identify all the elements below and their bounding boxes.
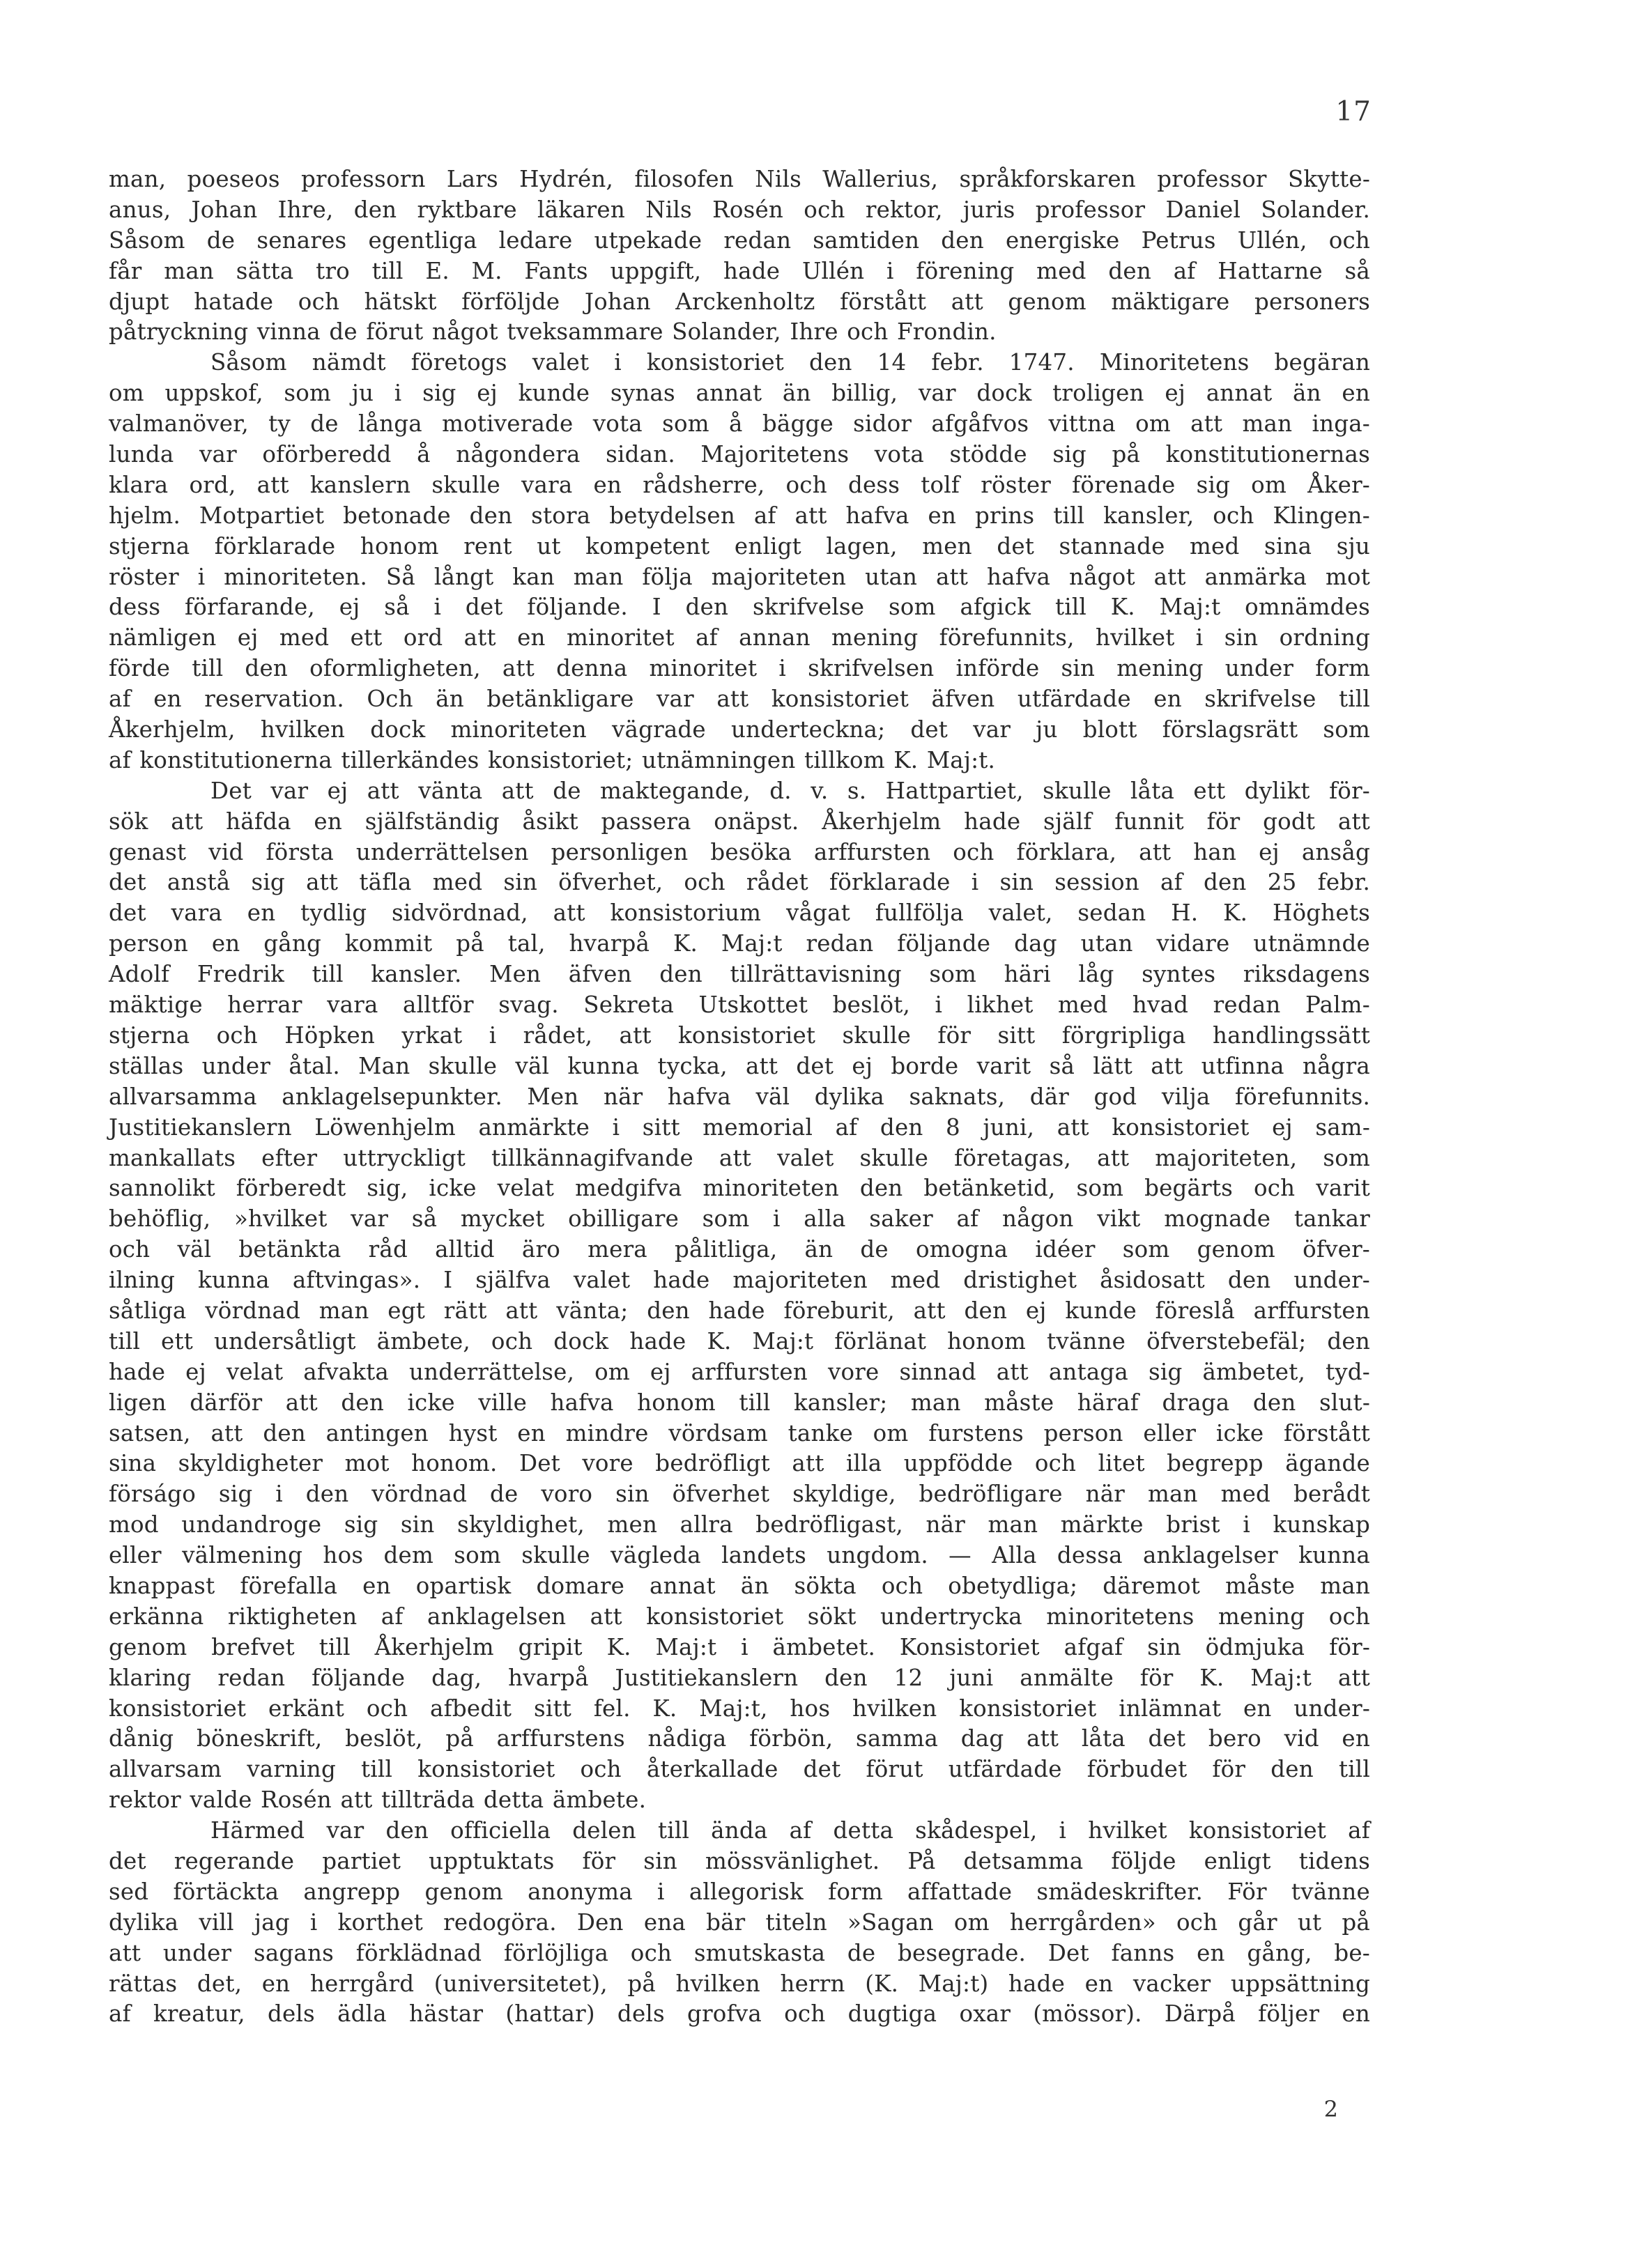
text-line: allvarsamma anklagelsepunkter. Men när hafva väl dylika saknats, där god vilja förefunnits. — [109, 1083, 1370, 1110]
text-line: valmanöver, ty de långa motiverade vota som å bägge sidor afgåfvos vittna om att man inga- — [109, 410, 1370, 438]
text-line: Det var ej att vänta att de maktegande, d. v. s. Hattpartiet, skulle låta ett dylikt för- — [210, 777, 1370, 804]
text-line: dess förfarande, ej så i det följande. I den skrifvelse som afgick till K. Maj:t omnämdes — [109, 594, 1370, 621]
text-line: af en reservation. Och än betänkligare var att konsistoriet äfven utfärdade en skrifvelse till — [109, 686, 1370, 713]
text-line: dånig böneskrift, beslöt, på arffurstens nådiga förbön, samma dag att låta det bero vid en — [109, 1725, 1370, 1752]
text-line: person en gång kommit på tal, hvarpå K. Maj:t redan följande dag utan vidare utnämnde — [109, 930, 1370, 957]
text-line: konsistoriet erkänt och afbedit sitt fel. K. Maj:t, hos hvilken konsistoriet inlämnat en under- — [109, 1695, 1370, 1722]
text-line: hade ej velat afvakta underrättelse, om ej arffursten vore sinnad att antaga sig ämbetet, tyd- — [109, 1358, 1370, 1385]
text-line: af kreatur, dels ädla hästar (hattar) dels grofva och dugtiga oxar (mössor). Därpå följer en — [109, 2000, 1370, 2028]
text-line: mäktige herrar vara alltför svag. Sekreta Utskottet beslöt, i likhet med hvad redan Palm- — [109, 992, 1370, 1019]
text-line: rektor valde Rosén att tillträda detta ämbete. — [109, 1787, 647, 1814]
text-line: rättas det, en herrgård (universitetet), på hvilken herrn (K. Maj:t) hade en vacker uppsättning — [109, 1970, 1370, 1997]
text-line: Såsom nämdt företogs valet i konsistoriet den 14 febr. 1747. Minoritetens begäran — [210, 349, 1370, 376]
text-line: klaring redan följande dag, hvarpå Justitiekanslern den 12 juni anmälte för K. Maj:t att — [109, 1664, 1370, 1691]
text-line: ligen därför att den icke ville hafva honom till kansler; man måste häraf draga den slut- — [109, 1389, 1370, 1416]
text-line: om uppskof, som ju i sig ej kunde synas annat än billig, var dock troligen ej annat än en — [109, 380, 1370, 407]
text-line: Justitiekanslern Löwenhjelm anmärkte i sitt memorial af den 8 juni, att konsistoriet ej sam- — [109, 1113, 1370, 1141]
text-line: sina skyldigheter mot honom. Det vore bedröfligt att illa uppfödde och litet begrepp ägande — [109, 1450, 1370, 1477]
text-line: det regerande partiet upptuktats för sin mössvänlighet. På detsamma följde enligt tidens — [109, 1847, 1370, 1874]
text-line: lunda var oförberedd å någondera sidan. Majoritetens vota stödde sig på konstitutionernas — [109, 441, 1370, 468]
text-line: mankallats efter uttryckligt tillkännagifvande att valet skulle företagas, att majoriteten, som — [109, 1144, 1370, 1171]
text-line: förde till den oformligheten, att denna minoritet i skrifvelsen införde sin mening under form — [109, 655, 1370, 682]
text-line: allvarsam varning till konsistoriet och återkallade det förut utfärdade förbudet för den till — [109, 1756, 1370, 1783]
text-line: sök att häfda en själfständig åsikt passera onäpst. Åkerhjelm hade själf funnit för godt att — [109, 808, 1370, 835]
text-line: Härmed var den officiella delen till ända af detta skådespel, i hvilket konsistoriet af — [210, 1817, 1370, 1844]
text-line: förságo sig i den vördnad de voro sin öfverhet skyldige, bedröfligare när man med berådt — [109, 1481, 1370, 1508]
text-line: behöflig, »hvilket var så mycket obilligare som i alla saker af någon vikt mognade tankar — [109, 1205, 1370, 1233]
text-line: dylika vill jag i korthet redogöra. Den ena bär titeln »Sagan om herrgården» och går ut på — [109, 1908, 1370, 1936]
text-line: nämligen ej med ett ord att en minoritet af annan mening förefunnits, hvilket i sin ordning — [109, 624, 1370, 651]
text-line: man, poeseos professorn Lars Hydrén, filosofen Nils Wallerius, språkforskaren professor Skytte- — [109, 166, 1370, 192]
text-line: knappast förefalla en opartisk domare annat än sökta och obetydliga; däremot måste man — [109, 1572, 1370, 1599]
text-line: röster i minoriteten. Så långt kan man följa majoriteten utan att hafva något att anmärka mot — [109, 563, 1370, 590]
text-line: såtliga vördnad man egt rätt att vänta; den hade föreburit, att den ej kunde föreslå arffursten — [109, 1297, 1370, 1324]
text-line: och väl betänkta råd alltid äro mera pålitliga, än de omogna idéer som genom öfver- — [109, 1236, 1370, 1263]
text-line: att under sagans förklädnad förlöjliga och smutskasta de besegrade. Det fanns en gång, be- — [109, 1939, 1370, 1966]
body-text — [109, 164, 1370, 2030]
text-line: eller välmening hos dem som skulle vägleda landets ungdom. — Alla dessa anklagelser kunna — [109, 1542, 1370, 1569]
text-line: påtryckning vinna de förut något tveksammare Solander, Ihre och Frondin. — [109, 318, 997, 346]
text-line: Adolf Fredrik till kansler. Men äfven den tillrättavisning som häri låg syntes riksdagens — [109, 961, 1370, 988]
text-line: Åkerhjelm, hvilken dock minoriteten vägrade underteckna; det var ju blott förslagsrätt som — [109, 716, 1370, 743]
text-line: anus, Johan Ihre, den ryktbare läkaren Nils Rosén och rektor, juris professor Daniel Solander. — [109, 196, 1370, 223]
text-line: ilning kunna aftvingas». I själfva valet hade majoriteten med dristighet åsidosatt den under- — [109, 1267, 1370, 1294]
text-line: sannolikt förberedt sig, icke velat medgifva minoriteten den betänketid, som begärts och varit — [109, 1175, 1370, 1202]
text-line: stjerna förklarade honom rent ut kompetent enligt lagen, men det stannade med sina sju — [109, 532, 1370, 560]
page-number: 17 — [1335, 96, 1372, 128]
text-line: djupt hatade och hätskt förföljde Johan Arckenholtz förstått att genom mäktigare personers — [109, 288, 1370, 315]
text-line: hjelm. Motpartiet betonade den stora betydelsen af att hafva en prins till kansler, och Klingen- — [109, 502, 1370, 529]
text-line: klara ord, att kanslern skulle vara en rådsherre, och dess tolf röster förenade sig om Åker- — [109, 471, 1370, 498]
text-line: till ett undersåtligt ämbete, och dock hade K. Maj:t förlänat honom tvänne öfverstebefäl; den — [109, 1327, 1370, 1355]
text-line: af konstitutionerna tillerkändes konsistoriet; utnämningen tillkom K. Maj:t. — [109, 746, 996, 773]
text-line: ställas under åtal. Man skulle väl kunna tycka, att det ej borde varit så lätt att utfinna några — [109, 1052, 1370, 1079]
text-line: stjerna och Höpken yrkat i rådet, att konsistoriet skulle för sitt förgripliga handlingssätt — [109, 1021, 1370, 1049]
text-line: det anstå sig att täfla med sin öfverhet, och rådet förklarade i sin session af den 25 febr. — [109, 869, 1370, 896]
text-line: det vara en tydlig sidvördnad, att konsistorium vågat fullfölja valet, sedan H. K. Höghets — [109, 900, 1370, 927]
text-line: Såsom de senares egentliga ledare utpekade redan samtiden den energiske Petrus Ullén, och — [109, 226, 1370, 254]
text-line: erkänna riktigheten af anklagelsen att konsistoriet sökt undertrycka minoritetens mening och — [109, 1603, 1370, 1630]
text-line: satsen, att den antingen hyst en mindre vördsam tanke om furstens person eller icke förstått — [109, 1419, 1370, 1447]
text-line: sed förtäckta angrepp genom anonyma i allegorisk form affattade smädeskrifter. För tvänne — [109, 1878, 1370, 1905]
signature-mark: 2 — [1323, 2096, 1338, 2122]
text-line: mod undandroge sig sin skyldighet, men allra bedröfligast, när man märkte brist i kunskap — [109, 1511, 1370, 1538]
text-line: genom brefvet till Åkerhjelm gripit K. Maj:t i ämbetet. Konsistoriet afgaf sin ödmjuka för- — [109, 1633, 1370, 1660]
text-line: genast vid första underrättelsen personligen besöka arffursten och förklara, att han ej ansåg — [109, 838, 1370, 865]
text-line: får man sätta tro till E. M. Fants uppgift, hade Ullén i förening med den af Hattarne så — [109, 257, 1370, 284]
